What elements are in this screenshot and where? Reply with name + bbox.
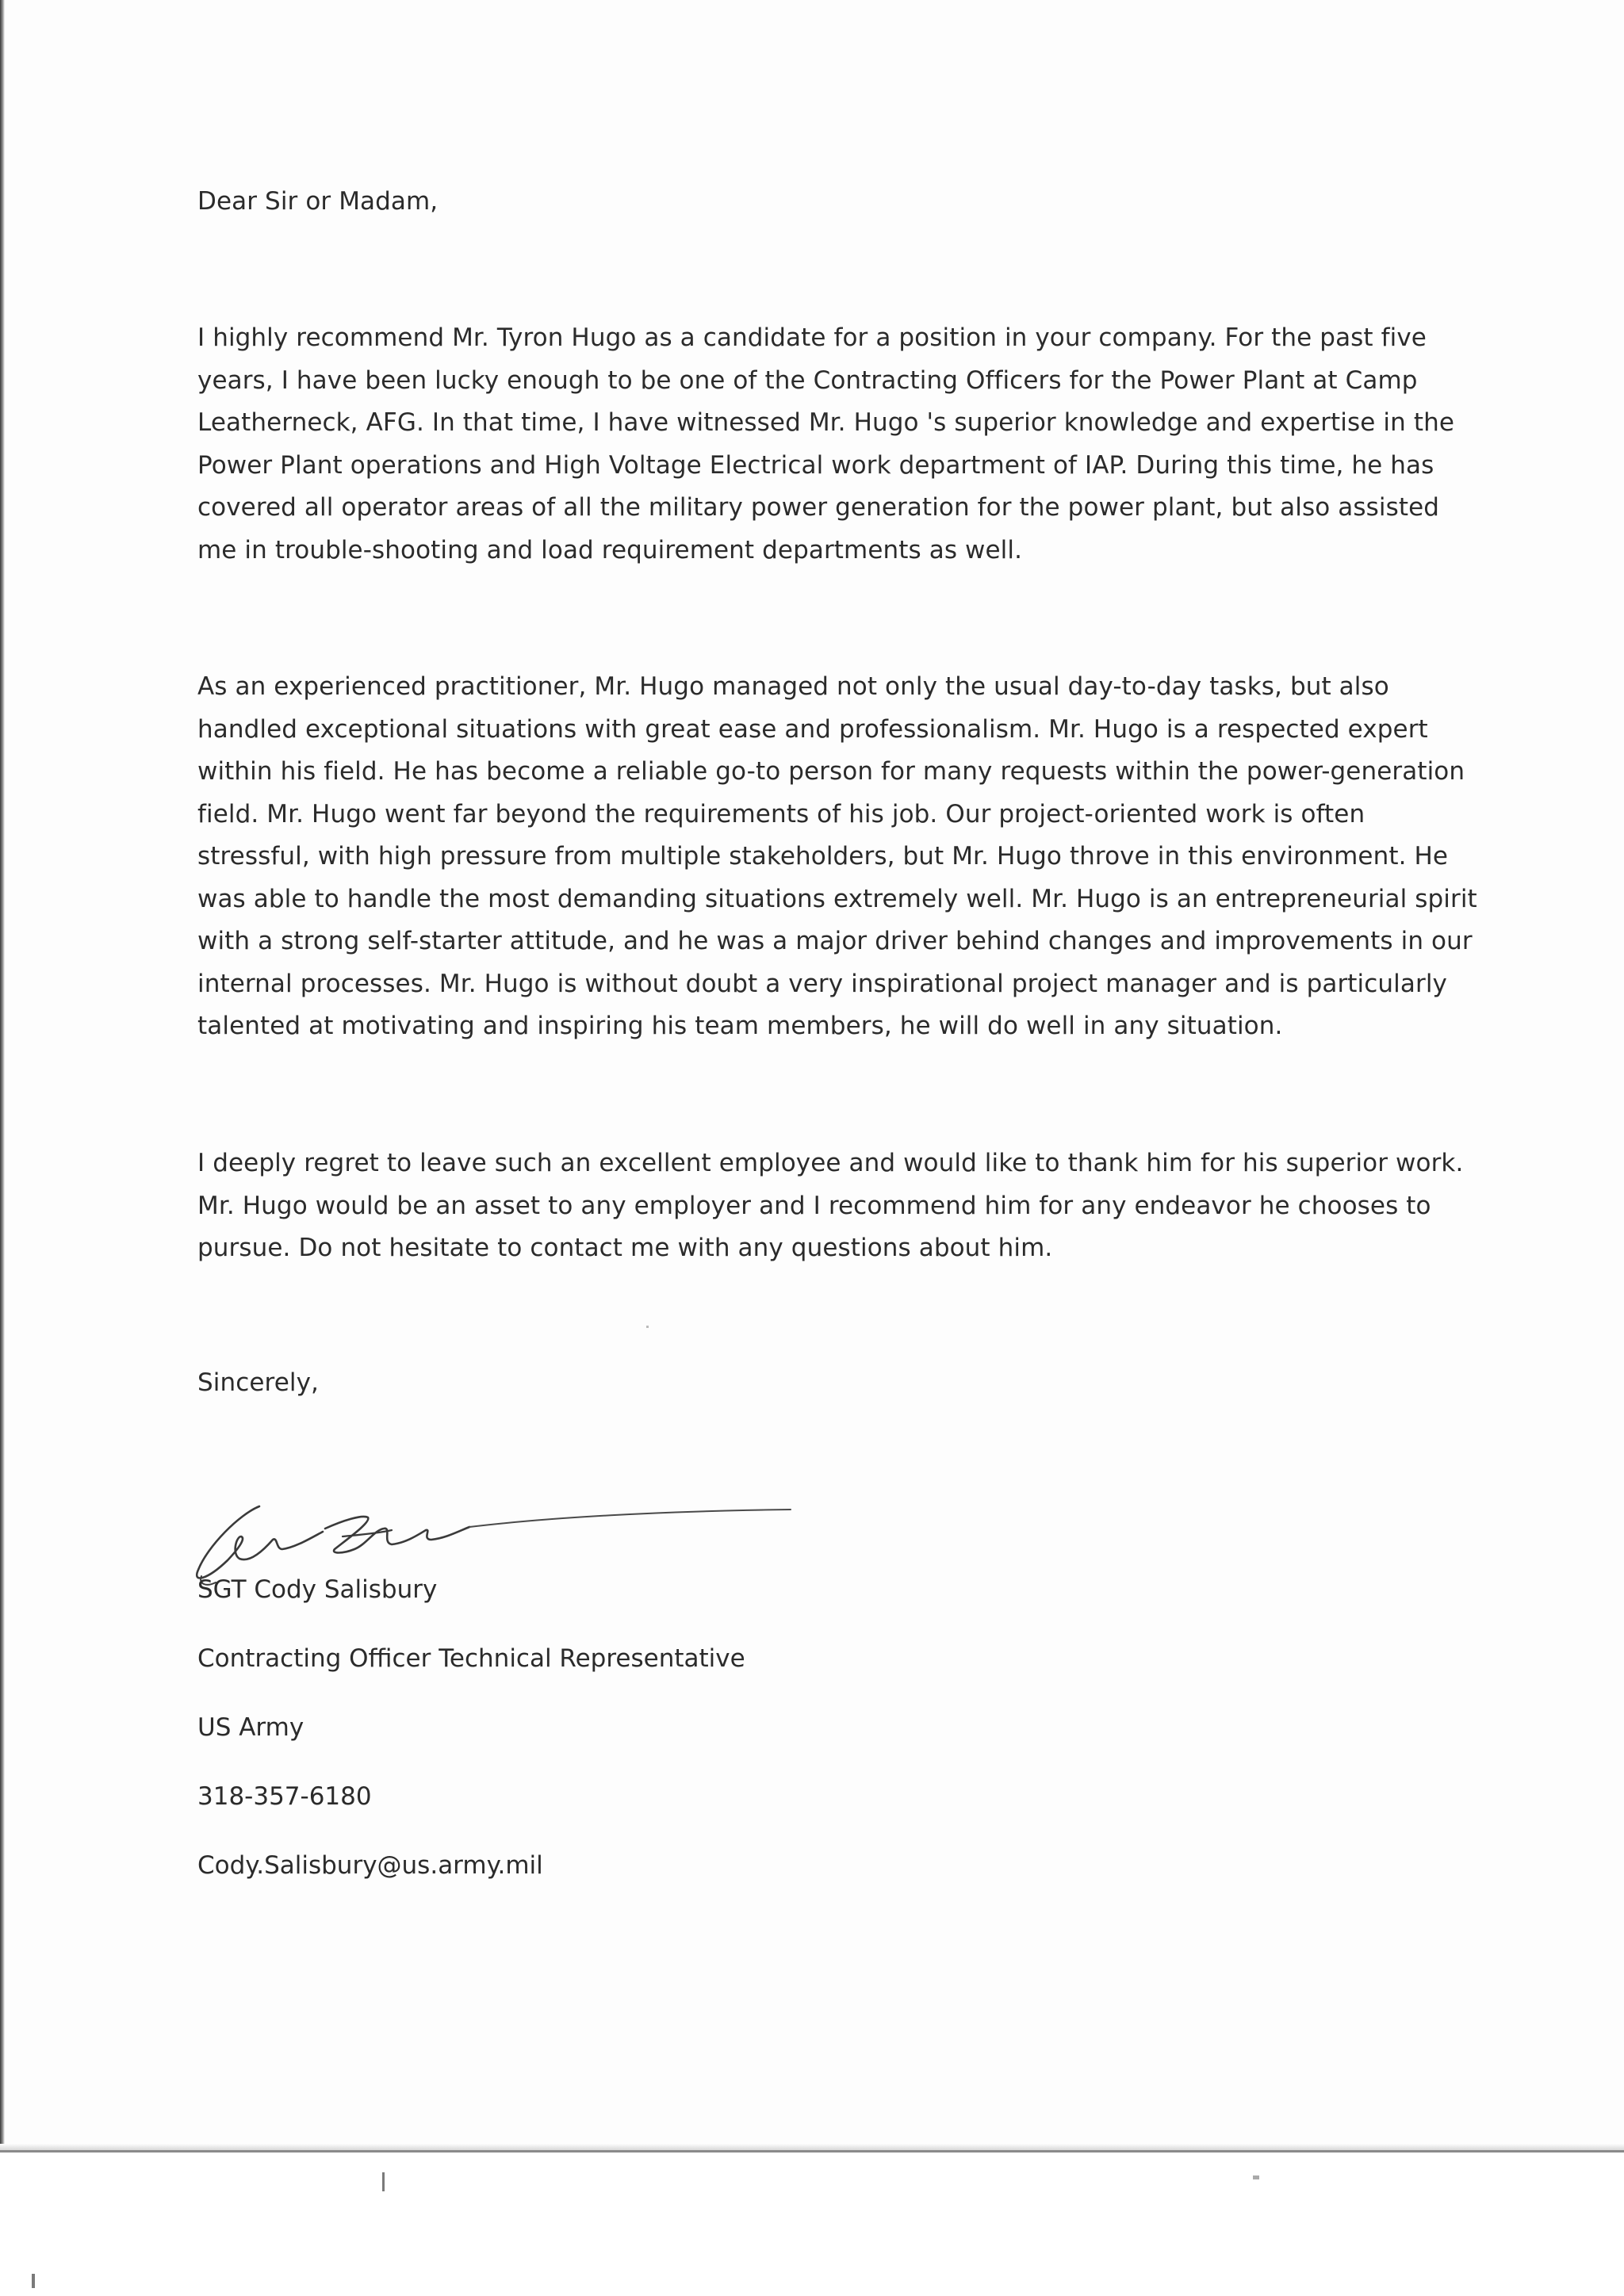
scan-fold-shadow <box>0 2144 1624 2150</box>
scan-speck <box>646 1326 649 1328</box>
handwritten-signature <box>184 1490 802 1586</box>
salutation: Dear Sir or Madam, <box>197 187 439 216</box>
signer-title: Contracting Officer Technical Representative <box>197 1644 745 1673</box>
scan-speck <box>32 2274 35 2288</box>
scan-speck <box>382 2172 385 2191</box>
scan-speck <box>1253 2175 1259 2179</box>
signer-name: SGT Cody Salisbury <box>197 1575 438 1604</box>
signer-phone: 318-357-6180 <box>197 1782 372 1811</box>
signer-organization: US Army <box>197 1713 304 1742</box>
paragraph-performance: As an experienced practitioner, Mr. Hugo managed not only the usual day-to-day tasks, but also handled exceptional situations with great ease and professionalism. Mr. Hugo is a respected expert within his field. He has become a reliable go-to person for many requests within the power-generation field. Mr. Hugo went far beyond the requirements of his job. Our project-oriented work is often stressful, with high pressure from multiple stakeholders, but Mr. Hugo throve in this environment. He was able to handle the most demanding situations extremely well. Mr. Hugo is an entrepreneurial spirit with a strong self-starter attitude, and he was a major driver behind changes and improvements in our internal processes. Mr. Hugo is without doubt a very inspirational project manager and is particularly talented at motivating and inspiring his team members, he will do well in any situation. <box>197 672 1477 1040</box>
signer-email: Cody.Salisbury@us.army.mil <box>197 1851 543 1880</box>
paragraph-closing-remarks: I deeply regret to leave such an excellent employee and would like to thank him for his superior work. Mr. Hugo would be an asset to any employer and I recommend him for any endeavor he chooses to pursue. Do not hesitate to contact me with any questions about him. <box>197 1149 1464 1262</box>
closing: Sincerely, <box>197 1368 320 1397</box>
scan-bottom-margin <box>0 2150 1624 2296</box>
paragraph-recommendation: I highly recommend Mr. Tyron Hugo as a candidate for a position in your company. For the past five years, I have been lucky enough to be one of the Contracting Officers for the Power Plant at Camp Leatherneck, AFG. In that time, I have witnessed Mr. Hugo 's superior knowledge and expertise in the Power Plant operations and High Voltage Electrical work department of IAP. During this time, he has covered all operator areas of all the military power generation for the power plant, but also assisted me in trouble-shooting and load requirement departments as well. <box>197 323 1454 564</box>
scan-left-edge <box>0 0 5 2294</box>
